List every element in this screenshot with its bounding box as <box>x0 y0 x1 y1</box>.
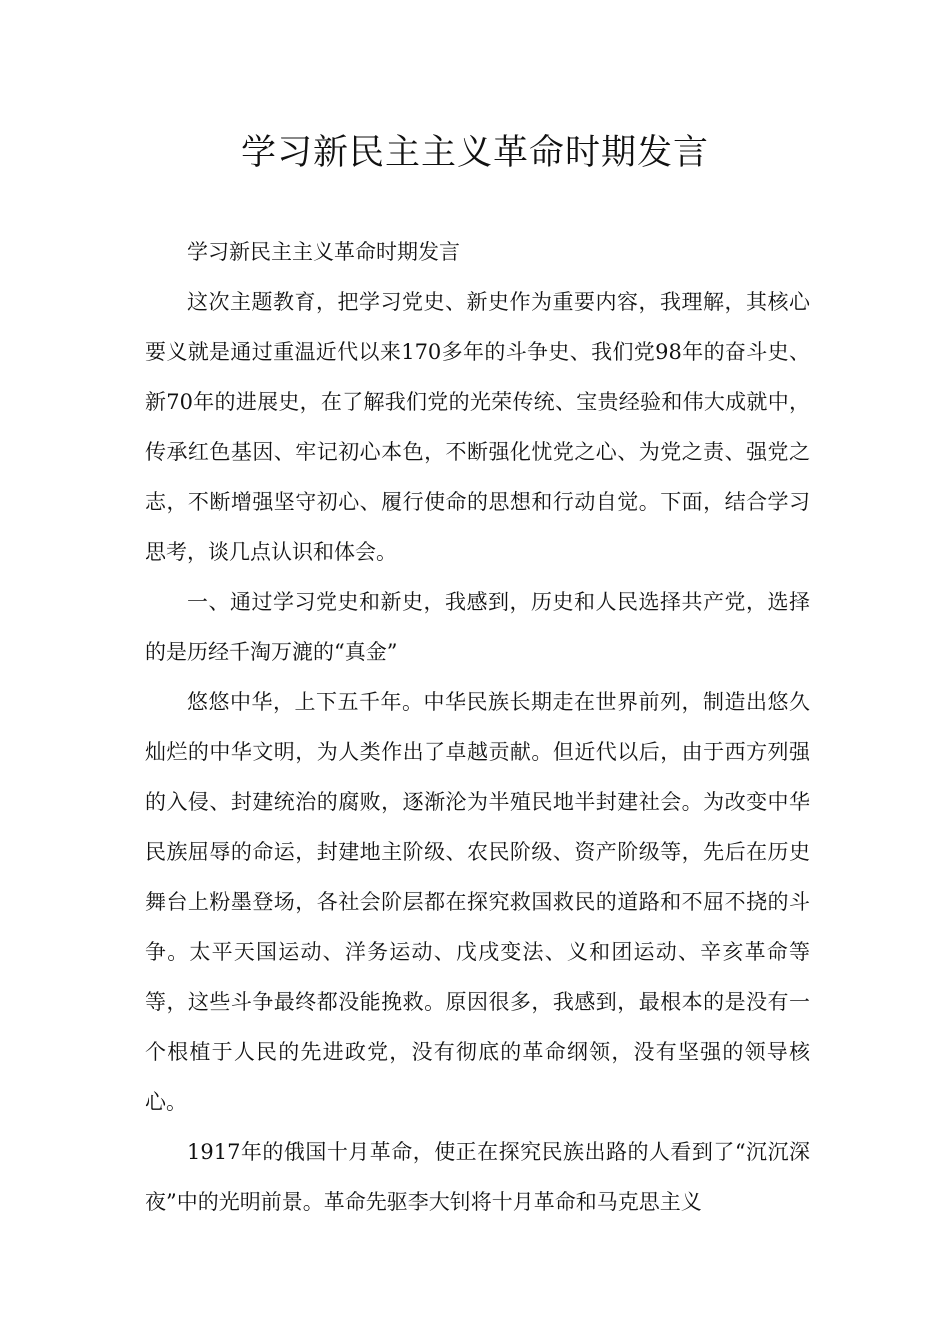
paragraph-october-revolution: 1917年的俄国十月革命，使正在探究民族出路的人看到了“沉沉深夜”中的光明前景。革命先驱李大钊将十月革命和马克思主义 <box>145 1140 810 1214</box>
paragraph-history: 悠悠中华，上下五千年。中华民族长期走在世界前列，制造出悠久灿烂的中华文明，为人类作出了卓越贡献。但近代以后，由于西方列强的入侵、封建统治的腐败，逐渐沦为半殖民地半封建社会。为改变中华民族屈辱的命运，封建地主阶级、农民阶级、资产阶级等，先后在历史舞台上粉墨登场，各社会阶层都在探究救国救民的道路和不屈不挠的斗争。太平天国运动、洋务运动、戊戌变法、义和团运动、辛亥革命等等，这些斗争最终都没能挽救。原因很多，我感到，最根本的是没有一个根植于人民的先进政党，没有彻底的革命纲领，没有坚强的领导核心。 <box>145 690 810 1114</box>
document-title: 学习新民主主义革命时期发言 <box>240 133 709 173</box>
paragraph-intro: 这次主题教育，把学习党史、新史作为重要内容，我理解，其核心要义就是通过重温近代以来170多年的斗争史、我们党98年的奋斗史、新70年的进展史，在了解我们党的光荣传统、宝贵经验和伟大成就中，传承红色基因、牢记初心本色，不断强化忧党之心、为党之责、强党之志，不断增强坚守初心、履行使命的思想和行动自觉。下面，结合学习思考，谈几点认识和体会。 <box>145 290 810 564</box>
paragraph-section-heading: 一、通过学习党史和新史，我感到，历史和人民选择共产党，选择的是历经千淘万漉的“真金” <box>145 590 810 664</box>
paragraph-subtitle: 学习新民主主义革命时期发言 <box>187 240 460 264</box>
document-body <box>145 227 810 1227</box>
